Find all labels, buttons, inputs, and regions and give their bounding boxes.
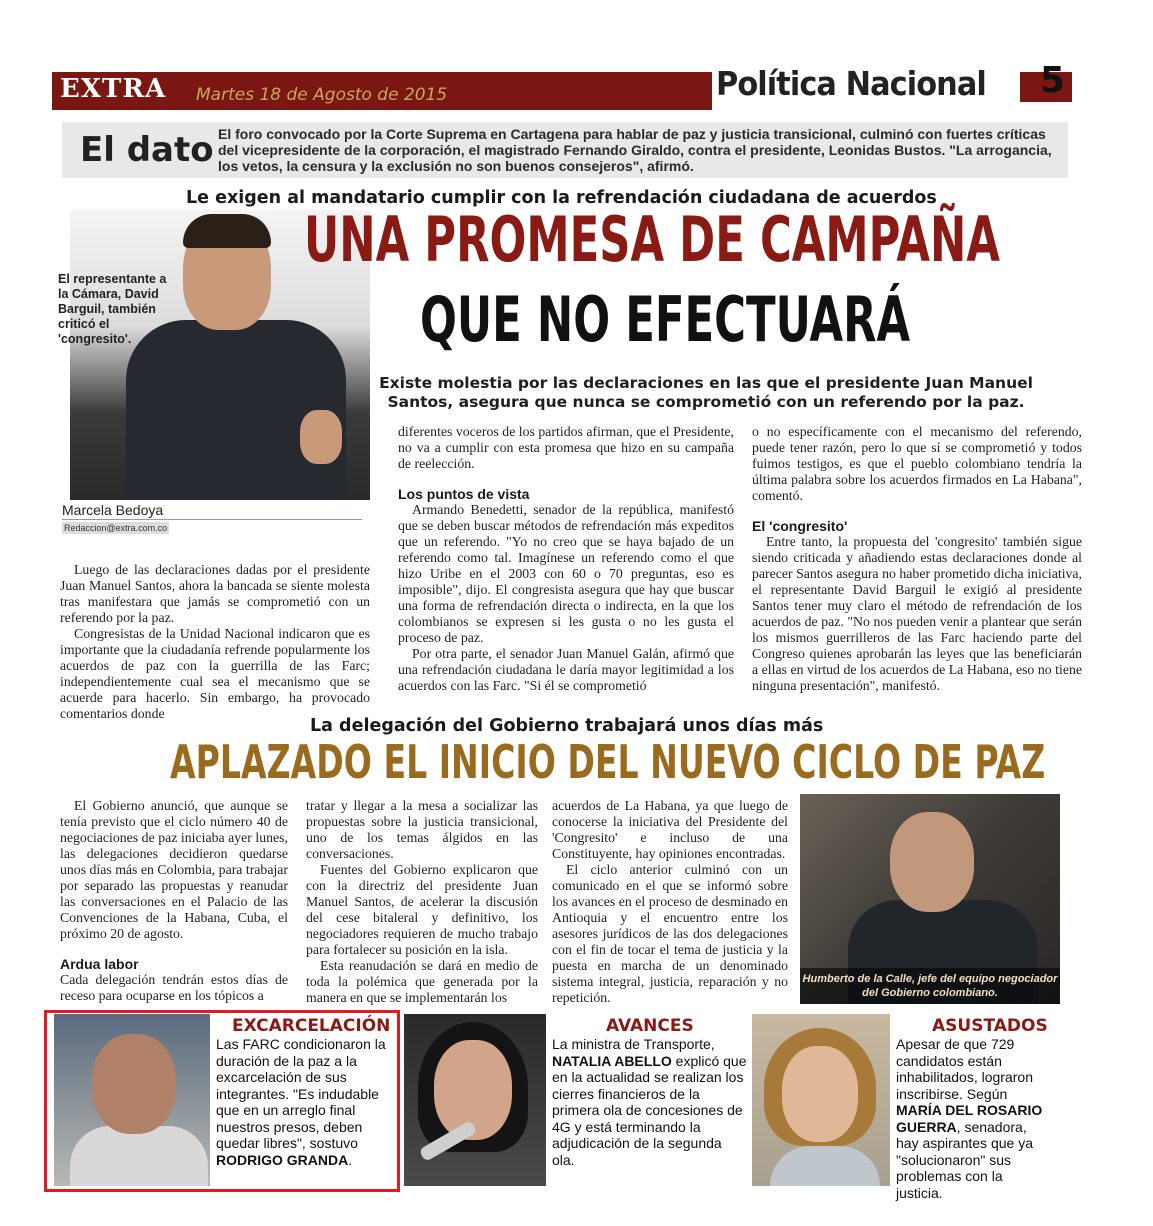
paragraph: Cada delegación tendrán estos días de receso para ocuparse en los tópicos a <box>60 972 288 1003</box>
paragraph: Congresistas de la Unidad Nacional indicaron que es importante que la ciudadanía refrende popularmente los acuerdos de paz con la guerrilla de las Farc; independientemente cual sea el mecanismo que se acuerde para hacerlo. Sin embargo, ha provocado comentarios donde <box>60 626 370 721</box>
byline-rule <box>62 519 362 520</box>
story1-column-3 <box>752 424 1082 694</box>
story1-headline-line2: QUE NO EFECTUARÁ <box>420 283 911 356</box>
paragraph: Por otra parte, el senador Juan Manuel Galán, afirmó que una refrendación ciudadana le daría mayor legitimidad a los acuerdos con las Farc. "Si él se comprometió <box>398 646 734 693</box>
paragraph: tratar y llegar a la mesa a socializar las propuestas sobre la justicia transicional, uno de los temas álgidos en las conversaciones. <box>306 798 538 861</box>
section-title: Política Nacional <box>716 64 986 103</box>
paragraph: acuerdos de La Habana, ya que luego de conocerse la iniciativa del Presidente del 'Congresito' e incluso de una Constituyente, hay opiniones encontradas. <box>552 798 788 861</box>
box-avances-text: La ministra de Transporte, NATALIA ABELLO explicó que en la actualidad se realizan los cierres financieros de la primera ola de concesiones de 4G y está terminando la adjudicación de la segunda ola. <box>552 1036 747 1168</box>
box-asustados-title: ASUSTADOS <box>932 1016 1048 1036</box>
story2-column-1 <box>60 798 288 1004</box>
box-avances-title: AVANCES <box>606 1016 694 1036</box>
box-name-natalia-abello: NATALIA ABELLO <box>552 1052 672 1069</box>
photo1-figure-hair <box>183 214 271 248</box>
story1-column-1 <box>60 562 370 722</box>
subhead-ardua-labor: Ardua labor <box>60 956 139 972</box>
paragraph: Entre tanto, la propuesta del 'congresito' también sigue siendo criticada y añadiendo estas declaraciones donde al parecer Santos asegura no haber prometido dicha iniciativa, el representante David Barguil le exigió al presidente Santos tener muy claro el método de refrendación de los acuerdos de paz. "No nos pueden venir a plantear que serán los mismos guerrilleros de las Farc haciendo parte del Congreso quienes aprobarán las leyes que las beneficiarán a ellas en virtud de los acuerdos de La Habana, eso no tiene ninguna presentación", manifestó. <box>752 534 1082 693</box>
paragraph: El ciclo anterior culminó con un comunicado en el que se informó sobre los avances en el proceso de desminado en Antioquia y el encuentro entre los asesores jurídicos de las dos delegaciones con el fin de tocar el tema de justicia y la puesta en marcha de un denominado sistema integral, justicia, reparación y no repetición. <box>552 862 788 1005</box>
paragraph: Fuentes del Gobierno explicaron que con la directriz del presidente Juan Manuel Santos, de acelerar la discusión del cese bitaleral y definitivo, los negociadores requieren de mucho trabajo para fortalecer su posición en la isla. <box>306 862 538 957</box>
story2-headline: APLAZADO EL INICIO DEL NUEVO CICLO DE PAZ <box>170 735 1046 789</box>
el-dato-label: El dato <box>80 130 214 170</box>
byline: Marcela Bedoya <box>62 502 164 518</box>
issue-date: Martes 18 de Agosto de 2015 <box>196 85 448 105</box>
newspaper-logo: EXTRA <box>60 74 167 104</box>
paragraph: Luego de las declaraciones dadas por el presidente Juan Manuel Santos, ahora la bancada se siente molesta tras manifestara que jamás se comprometió con un referendo por la paz. <box>60 562 370 625</box>
story1-headline-line1: UNA PROMESA DE CAMPAÑA <box>304 203 1000 276</box>
bp3-figure-face <box>782 1046 858 1142</box>
story1-kicker: Le exigen al mandatario cumplir con la refrendación ciudadana de acuerdos <box>186 188 937 208</box>
box-name-rodrigo-granda: RODRIGO GRANDA <box>216 1151 349 1168</box>
story2-column-2 <box>306 798 538 1006</box>
paragraph: Armando Benedetti, senador de la república, manifestó que se deben buscar métodos de refrendación más expeditos que un referendo. "Yo no creo que se haya bajado de un referendo como tal. Imagínese un referendo como el que hizo Uribe en el 2003 con 60 o 70 preguntas, eso es imposible", dijo. El congresista asegura que hay que buscar una forma de refrendación directa o indirecta, en la que los colombianos se expresen si les gusta o no les gusta el proceso de paz. <box>398 502 734 645</box>
paragraph: Esta reanudación se dará en medio de toda la polémica que generada por la manera en que se implementarán los <box>306 958 538 1005</box>
paragraph: o no específicamente con el mecanismo del referendo, puede tener razón, pero lo que sí se comprometió y todos fuimos testigos, es que el pueblo colombiano tendría la última palabra sobre los acuerdos firmados en La Habana", comentó. <box>752 424 1082 503</box>
page-number: 5 <box>1040 60 1066 101</box>
box-excarcelacion-text: Las FARC condicionaron la duración de la paz a la excarcelación de sus integrantes. "Es indudable que en un arreglo final nuestros presos, deben quedar libres", sostuvo RODRIGO GRANDA. <box>216 1036 386 1168</box>
story1-deck: Existe molestia por las declaraciones en las que el presidente Juan Manuel Santos, asegura que nunca se comprometió con un referendo por la paz. <box>379 374 1033 411</box>
box-name-maria-del-rosario-guerra: MARÍA DEL ROSARIO GUERRA <box>896 1102 1043 1135</box>
box-excarcelacion-title: EXCARCELACIÓN <box>232 1016 391 1036</box>
subhead-congresito: El 'congresito' <box>752 518 848 534</box>
red-highlight-box <box>44 1010 400 1192</box>
paragraph: diferentes voceros de los partidos afirman, que el Presidente, no va a cumplir con esta promesa que hizo en su campaña de reelección. <box>398 424 734 471</box>
el-dato-text: El foro convocado por la Corte Suprema en Cartagena para hablar de paz y justicia transicional, culminó con fuertes críticas del vicepresidente de la corporación, el magistrado Fernando Giraldo, contra el presidente, Leonidas Bustos. "La arrogancia, los vetos, la censura y la exclusión no son buenos consejeros", afirmó. <box>218 126 1052 174</box>
byline-email: Redaccion@extra.com.co <box>64 523 168 533</box>
story2-column-3 <box>552 798 788 1006</box>
paragraph: El Gobierno anunció, que aunque se tenía previsto que el ciclo número 40 de negociaciones de paz iniciaba ayer lunes, las delegaciones decidieron quedarse unos días más en Colombia, para trabajar por separado las propuestas y reanudar las conversaciones en el Palacio de las Convenciones de la Habana, Cuba, el próximo 20 de agosto. <box>60 798 288 941</box>
subhead-puntos-de-vista: Los puntos de vista <box>398 486 530 502</box>
photo1-figure-hand <box>300 410 342 464</box>
story1-column-2 <box>398 424 734 694</box>
photo1-caption: El representante a la Cámara, David Barguil, también criticó el 'congresito'. <box>58 272 167 346</box>
photo2-figure-head <box>890 812 974 912</box>
photo2-caption: Humberto de la Calle, jefe del equipo negociador del Gobierno colombiano. <box>800 968 1060 1004</box>
box-asustados-text: Apesar de que 729 candidatos están inhabilitados, lograron inscribirse. Según MARÍA DEL ROSARIO GUERRA, senadora, hay aspirantes que ya "solucionaron" sus problemas con la justicia. <box>896 1036 1043 1201</box>
story2-kicker: La delegación del Gobierno trabajará unos días más <box>310 716 824 736</box>
